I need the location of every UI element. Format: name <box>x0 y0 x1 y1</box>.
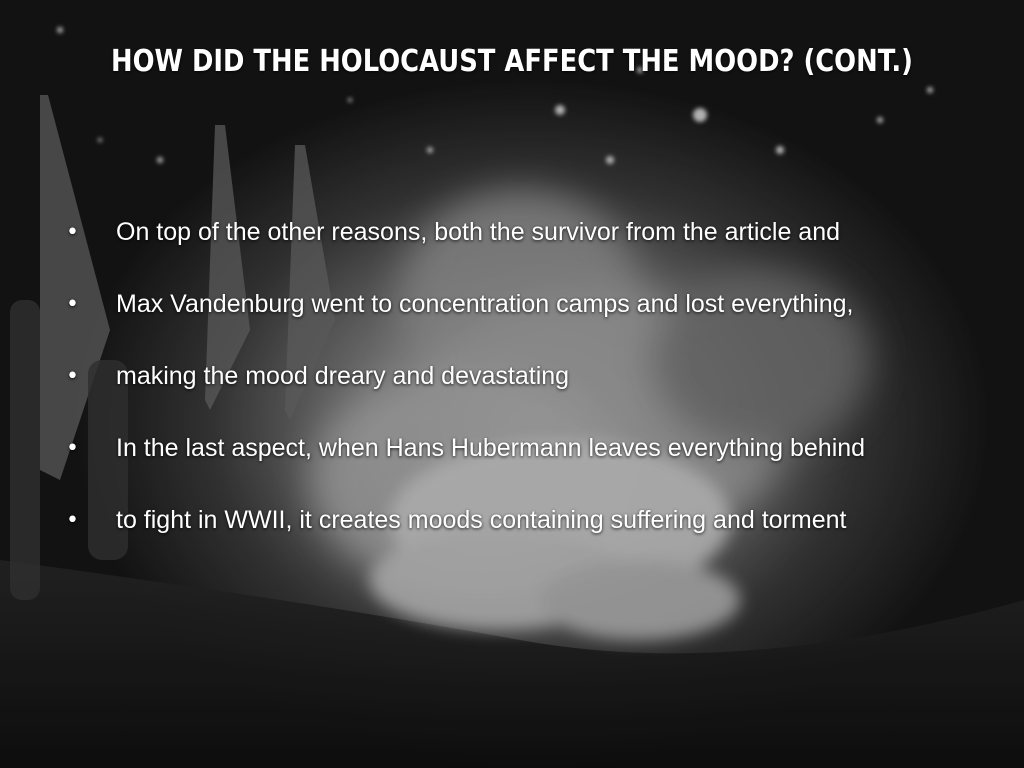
bullet-item <box>66 196 1016 268</box>
bullet-marker: • <box>66 219 79 245</box>
bullet-list <box>66 196 1016 556</box>
bullet-item <box>66 484 1016 556</box>
bullet-item <box>66 340 1016 412</box>
bullet-text: Max Vandenburg went to concentration camps and lost everything, <box>116 289 854 318</box>
bullet-text: making the mood dreary and devastating <box>116 361 570 390</box>
bullet-text: On top of the other reasons, both the survivor from the article and <box>116 217 840 246</box>
bullet-text: In the last aspect, when Hans Hubermann leaves everything behind <box>116 433 866 462</box>
slide-title: HOW DID THE HOLOCAUST AFFECT THE MOOD? (CONT.) <box>111 44 913 79</box>
bullet-item <box>66 268 1016 340</box>
bullet-marker: • <box>66 507 79 533</box>
bullet-item <box>66 412 1016 484</box>
bullet-marker: • <box>66 291 79 317</box>
bullet-text: to fight in WWII, it creates moods containing suffering and torment <box>116 505 847 534</box>
bullet-marker: • <box>66 363 79 389</box>
bullet-marker: • <box>66 435 79 461</box>
